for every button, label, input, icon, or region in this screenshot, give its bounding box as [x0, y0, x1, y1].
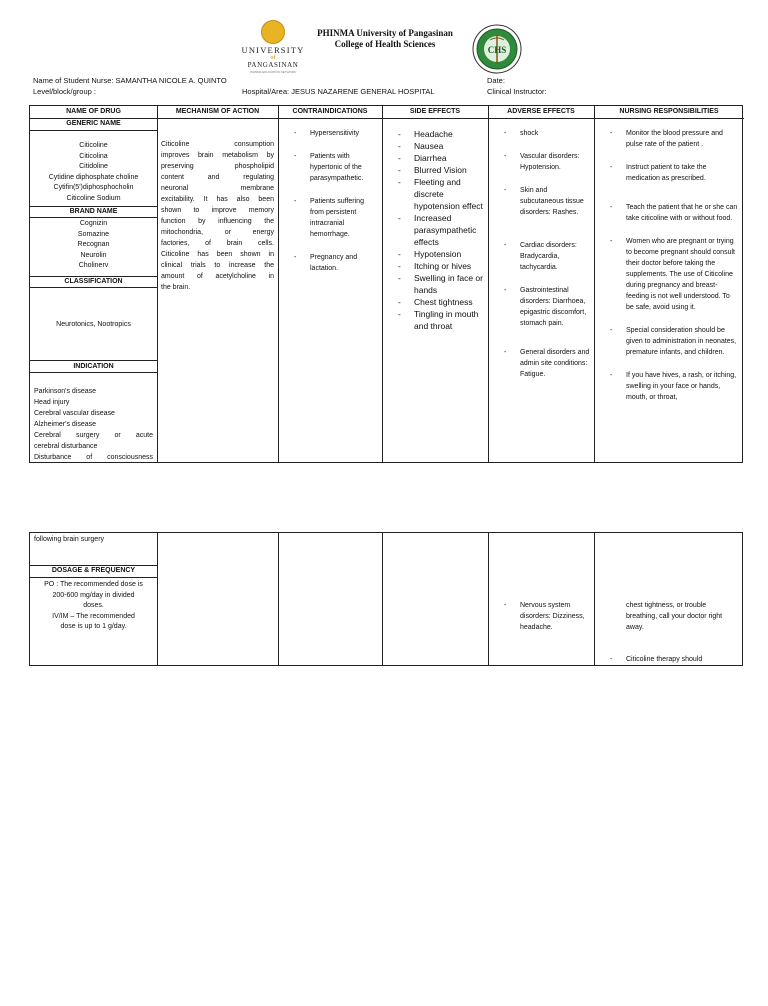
side-effect-item: - Chest tightness — [398, 296, 486, 308]
side-effect-item: - Nausea — [398, 140, 486, 152]
mechanism-line: improves brain metabolism by — [161, 152, 274, 159]
mechanism-line: excitability. It has also been — [161, 196, 274, 203]
adverse-effect-item: - Skin and subcutaneous tissue disorders: Rashes. — [504, 185, 592, 218]
side-effect-item: - Tingling in mouth and throat — [398, 308, 486, 332]
university-seal-icon — [261, 20, 285, 44]
adverse-effect-item: - Nervous system disorders: Dizziness, headache. — [504, 600, 592, 633]
mechanism-line: neuronal membrane — [161, 185, 274, 192]
mechanism-line: amount of acetylcholine in — [161, 273, 274, 280]
nursing-item: - Teach the patient that he or she can take citicoline with or without food. — [610, 202, 738, 224]
nursing-responsibilities-list — [610, 128, 738, 403]
mechanism-line: content and regulating — [161, 174, 274, 181]
mechanism-line: shown to improve memory — [161, 207, 274, 214]
adverse-effect-item: - General disorders and admin site conditions: Fatigue. — [504, 347, 592, 380]
header-adverse-effects: ADVERSE EFFECTS — [507, 108, 575, 115]
classification-value: Neurotonics, Nootropics — [56, 321, 131, 328]
brand-name-item: Somazine — [77, 230, 110, 238]
mechanism-line: preserving phospholipid — [161, 163, 274, 170]
side-effects-list — [398, 128, 486, 332]
generic-name-item: Citicoline Sodium — [66, 194, 121, 202]
chs-logo-icon — [472, 24, 522, 74]
dosage-line: 200-600 mg/day in divided — [52, 591, 135, 599]
student-nurse: Name of Student Nurse: SAMANTHA NICOLE A. QUINTO — [33, 76, 227, 85]
header-side-effects: SIDE EFFECTS — [409, 108, 461, 115]
brand-name-item: Cognizin — [79, 220, 108, 227]
adverse-effects-list — [504, 128, 592, 380]
clinical-instructor: Clinical Instructor: — [487, 87, 547, 96]
side-effect-item: - Swelling in face or hands — [398, 272, 486, 296]
side-effect-item: - Fleeting and discrete hypotension effect — [398, 176, 486, 212]
mechanism-line: Citicoline consumption — [161, 141, 274, 148]
dosage-frequency — [30, 580, 157, 633]
college-name: College of Health Sciences — [334, 39, 436, 49]
brand-names — [30, 219, 157, 272]
dosage-line: PO : The recommended dose is — [44, 581, 143, 588]
classification-heading: CLASSIFICATION — [64, 278, 123, 285]
mechanism-line: Citicoline has been shown in — [161, 251, 274, 258]
adverse-effect-item: - Vascular disorders: Hypotension. — [504, 151, 592, 173]
generic-name-item: Citicolina — [79, 152, 108, 160]
header-contraindications: CONTRAINDICATIONS — [292, 108, 368, 115]
dosage-line: IV/IM – The recommended — [52, 612, 135, 620]
adverse-effect-item: - Cardiac disorders: Bradycardia, tachycardia. — [504, 240, 592, 273]
chs-logo-text: CHS — [487, 45, 507, 55]
side-effect-item: - Diarrhea — [398, 152, 486, 164]
nursing-item: - If you have hives, a rash, or itching, swelling in your face or hands, mouth, or throat, — [610, 370, 738, 403]
mechanism-line: function by influencing the — [161, 218, 274, 225]
mechanism-of-action — [161, 139, 274, 293]
generic-names — [30, 141, 157, 204]
nursing-continued-text: chest tightness, or trouble breathing, call your doctor right away. — [626, 602, 723, 631]
generic-name-item: Citicoline — [79, 142, 108, 149]
dosage-line: doses. — [83, 602, 104, 609]
drug-study-table — [29, 105, 743, 463]
adverse-effect-item: - shock — [504, 128, 592, 139]
side-effect-item: - Headache — [398, 128, 486, 140]
nursing-item: - Monitor the blood pressure and pulse rate of the patient . — [610, 128, 738, 150]
dosage-heading: DOSAGE & FREQUENCY — [51, 567, 136, 574]
drug-study-table-continued — [29, 532, 743, 666]
indication-item: Disturbance of consciousness — [34, 454, 153, 461]
side-effect-item: - Increased parasympathetic effects — [398, 212, 486, 248]
header-nursing-responsibilities: NURSING RESPONSIBILITIES — [619, 108, 719, 115]
brand-name-item: Neurolin — [80, 251, 107, 259]
nursing-item: - Instruct patient to take the medication as prescribed. — [610, 162, 738, 184]
contraindications-list — [294, 128, 378, 274]
generic-name-item: Cytifin(5')diphosphocholin — [53, 184, 134, 191]
nursing-item: - Citicoline therapy should — [610, 654, 738, 665]
university-logo-line3: PANGASINAN — [247, 61, 299, 69]
dosage-line: dose is up to 1 g/day. — [60, 623, 127, 630]
indication-continued: following brain surgery — [34, 536, 105, 543]
mechanism-line: clinical trials to increase the — [161, 262, 274, 269]
indications — [34, 386, 153, 463]
mechanism-line: factories, of brain cells. — [161, 240, 274, 247]
contraindication-item: - Patients suffering from persistent intracranial hemorrhage. — [294, 196, 378, 240]
contraindication-item: - Patients with hypertonic of the parasympathetic. — [294, 151, 378, 184]
university-logo-line2: of — [270, 55, 276, 61]
generic-name-heading: GENERIC NAME — [66, 120, 121, 127]
contraindication-item: - Hypersensitivity — [294, 128, 378, 139]
university-logo-line1: UNIVERSITY — [241, 45, 305, 55]
nursing-item: - Women who are pregnant or trying to become pregnant should consult their doctor before taking the supplements. The use of Citicoline during pregnancy and breast-feeding is not well understood. To be safe, avoid using it. — [610, 236, 738, 313]
brand-name-heading: BRAND NAME — [69, 208, 118, 215]
side-effect-item: - Itching or hives — [398, 260, 486, 272]
hospital-area: Hospital/Area: JESUS NAZARENE GENERAL HOSPITAL — [242, 87, 435, 96]
university-logo — [240, 20, 306, 78]
indication-item: Alzheimer's disease — [34, 421, 97, 428]
adverse-effect-item: - Gastrointestinal disorders: Diarrhoea, epigastric discomfort, stomach pain. — [504, 285, 592, 329]
indication-item: Cerebral surgery or acute — [34, 432, 153, 439]
indication-item: Cerebral vascular disease — [34, 410, 115, 417]
brand-name-item: Recognan — [77, 241, 110, 248]
level-block-group: Level/block/group : — [33, 87, 96, 96]
nursing-item: - Special consideration should be given to administration in neonates, premature infants, and children. — [610, 325, 738, 358]
contraindication-item: - Pregnancy and lactation. — [294, 252, 378, 274]
adverse-effects-continued — [504, 600, 592, 633]
header-mechanism: MECHANISM OF ACTION — [175, 108, 260, 115]
side-effect-item: - Hypotension — [398, 248, 486, 260]
generic-name-item: Cytidine diphosphate choline — [48, 173, 139, 181]
indication-item: cerebral disturbance — [34, 443, 98, 450]
nursing-continued-list — [610, 654, 738, 665]
header-name-of-drug: NAME OF DRUG — [66, 108, 121, 115]
indication-item: Parkinson's disease — [34, 388, 97, 395]
university-logo-line4: PHINMA EDUCATION NETWORK — [250, 70, 296, 74]
school-name: PHINMA University of Pangasinan — [317, 28, 453, 38]
mechanism-line: mitochondria, or energy — [161, 229, 274, 236]
indication-heading: INDICATION — [73, 363, 114, 370]
school-title — [312, 28, 458, 50]
indication-item: Head injury — [34, 399, 70, 406]
side-effect-item: - Blurred Vision — [398, 164, 486, 176]
mechanism-line: the brain. — [161, 284, 191, 291]
date-label: Date: — [487, 76, 505, 85]
generic-name-item: Citidoline — [79, 163, 108, 170]
brand-name-item: Cholinerv — [78, 262, 109, 269]
